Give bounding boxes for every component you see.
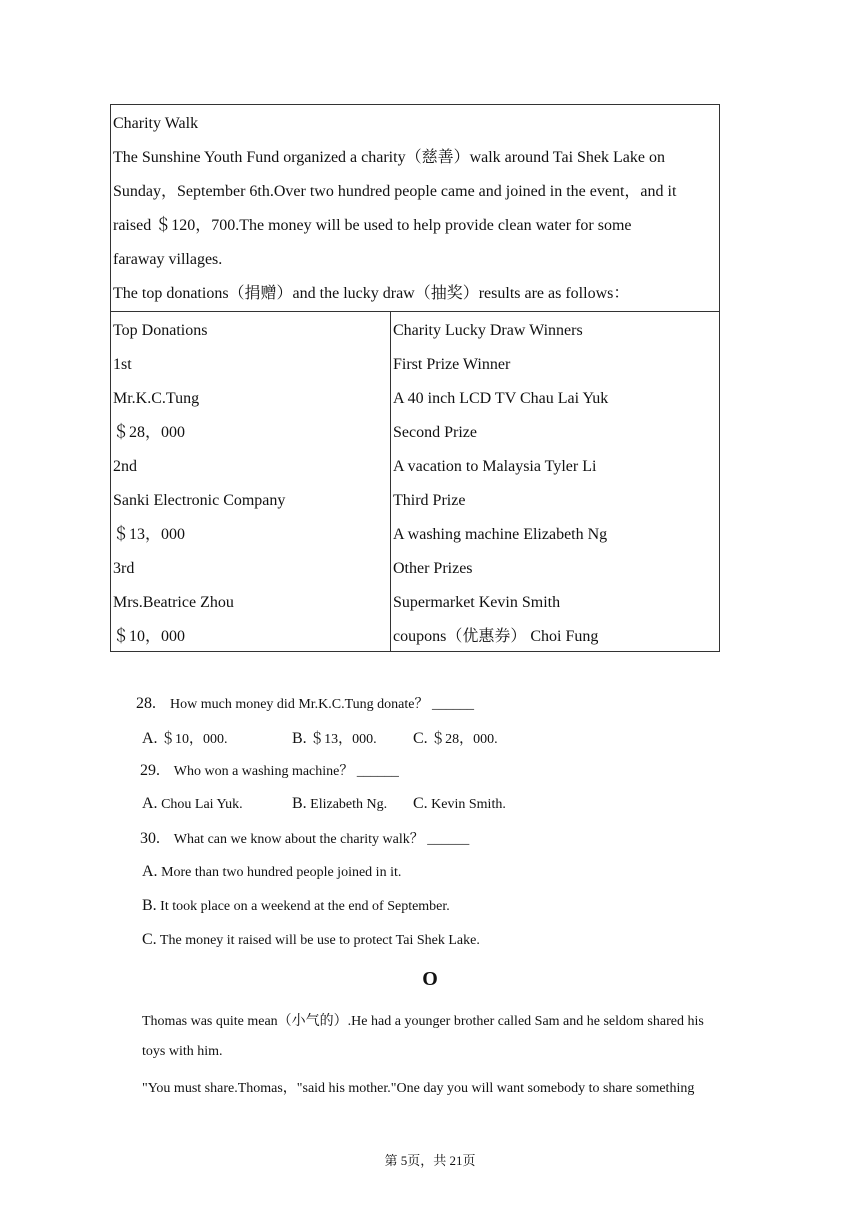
question-text: Who won a washing machine？ ______	[173, 764, 399, 779]
passage-line: "You must share.Thomas，"said his mother."One day you will want somebody to share something	[142, 1081, 695, 1096]
left-col-cell: Sanki Electronic Company	[113, 492, 286, 509]
option-letter: A.	[142, 730, 158, 747]
option-letter: A.	[142, 863, 158, 880]
question-text: What can we know about the charity walk？ ______	[173, 832, 470, 847]
option-letter: B.	[292, 795, 307, 812]
option-text: Chou Lai Yuk.	[161, 797, 243, 812]
intro-line: raised ＄120，700.The money will be used to help provide clean water for some	[113, 217, 632, 234]
question-text: How much money did Mr.K.C.Tung donate？ ______	[170, 697, 474, 712]
intro-line: The top donations（捐赠）and the lucky draw（抽奖）results are as follows：	[113, 285, 630, 302]
option-29-c	[413, 795, 506, 813]
table-divider-vertical	[390, 311, 391, 651]
question-30	[140, 829, 469, 850]
option-letter: A.	[142, 795, 158, 812]
right-col-cell: A 40 inch LCD TV Chau Lai Yuk	[393, 390, 609, 407]
right-col-cell: First Prize Winner	[393, 356, 511, 373]
question-28	[136, 694, 474, 715]
left-col-cell: Mrs.Beatrice Zhou	[113, 594, 234, 611]
left-col-cell: ＄28，000	[113, 424, 186, 441]
option-30-a	[142, 863, 401, 881]
option-text: Elizabeth Ng.	[310, 797, 388, 812]
question-29	[140, 761, 399, 782]
left-col-cell: Mr.K.C.Tung	[113, 390, 200, 407]
intro-line: faraway villages.	[113, 251, 223, 268]
option-28-a	[142, 728, 228, 748]
passage-line: Thomas was quite mean（小气的）.He had a younger brother called Sam and he seldom shared his	[142, 1014, 704, 1029]
option-30-b	[142, 897, 450, 915]
page-footer: 第 5页，共 21页	[384, 1153, 476, 1168]
intro-title: Charity Walk	[113, 115, 199, 132]
right-col-cell: Supermarket Kevin Smith	[393, 594, 561, 611]
left-col-cell: 3rd	[113, 560, 135, 577]
option-28-b	[292, 728, 377, 748]
option-29-b	[292, 795, 387, 813]
option-30-c	[142, 931, 480, 949]
option-text: It took place on a weekend at the end of September.	[160, 899, 450, 914]
question-number: 30.	[140, 830, 160, 847]
left-col-cell: 1st	[113, 356, 132, 373]
option-letter: C.	[413, 730, 428, 747]
option-letter: C.	[142, 931, 157, 948]
right-col-cell: A vacation to Malaysia Tyler Li	[393, 458, 597, 475]
table-divider-horizontal	[111, 311, 719, 312]
charity-walk-table	[110, 104, 720, 652]
intro-line: The Sunshine Youth Fund organized a charity（慈善）walk around Tai Shek Lake on	[113, 149, 665, 166]
option-letter: B.	[142, 897, 157, 914]
option-text: ＄13，000.	[310, 732, 377, 747]
right-col-cell: A washing machine Elizabeth Ng	[393, 526, 608, 543]
option-letter: C.	[413, 795, 428, 812]
option-29-a	[142, 795, 243, 813]
left-col-cell: Top Donations	[113, 322, 208, 339]
right-col-cell: Charity Lucky Draw Winners	[393, 322, 583, 339]
question-number: 29.	[140, 762, 160, 779]
option-letter: B.	[292, 730, 307, 747]
option-text: The money it raised will be use to protect Tai Shek Lake.	[159, 933, 480, 948]
right-col-cell: coupons（优惠券） Choi Fung	[393, 628, 599, 645]
question-number: 28.	[136, 695, 156, 712]
left-col-cell: 2nd	[113, 458, 137, 475]
right-col-cell: Third Prize	[393, 492, 466, 509]
left-col-cell: ＄13，000	[113, 526, 186, 543]
intro-line: Sunday，September 6th.Over two hundred people came and joined in the event，and it	[113, 183, 677, 200]
passage-line: toys with him.	[142, 1044, 223, 1059]
section-heading: O	[422, 968, 438, 990]
option-28-c	[413, 728, 498, 748]
option-text: Kevin Smith.	[431, 797, 506, 812]
option-text: ＄10，000.	[161, 732, 228, 747]
option-text: ＄28，000.	[431, 732, 498, 747]
left-col-cell: ＄10，000	[113, 628, 186, 645]
option-text: More than two hundred people joined in it.	[161, 865, 402, 880]
right-col-cell: Other Prizes	[393, 560, 473, 577]
right-col-cell: Second Prize	[393, 424, 477, 441]
